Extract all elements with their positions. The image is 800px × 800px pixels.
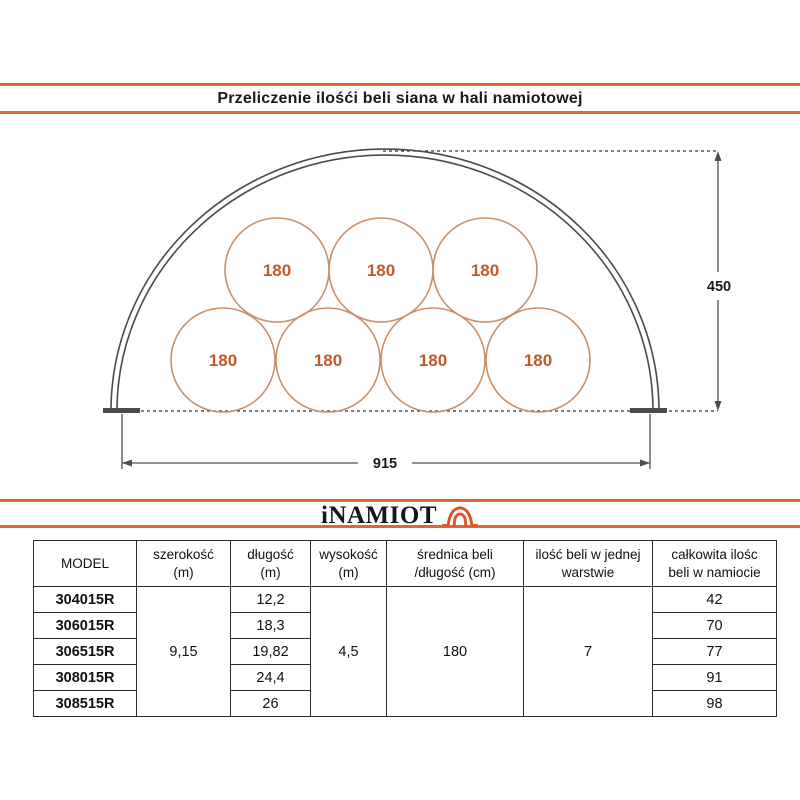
srednica-cell: 180 xyxy=(387,587,524,717)
model-cell: 306015R xyxy=(34,613,137,639)
left-foundation-bar xyxy=(103,408,140,413)
tent-diagram xyxy=(0,140,800,485)
logo-text: iNAMIOT xyxy=(321,502,437,529)
spec-table xyxy=(33,540,777,717)
calkowita-cell: 77 xyxy=(653,639,777,665)
col-header-calkowita: całkowita ilośc beli w namiocie xyxy=(653,541,777,587)
col-header-ilosc-warstwa: ilość beli w jednej warstwie xyxy=(524,541,653,587)
ilosc-warstwa-cell: 7 xyxy=(524,587,653,717)
bale-diameter-label: 180 xyxy=(418,351,448,370)
bale-diameter-label: 180 xyxy=(208,351,238,370)
height-dimension-label: 450 xyxy=(706,279,732,295)
calkowita-cell: 98 xyxy=(653,691,777,717)
wysokosc-cell: 4,5 xyxy=(311,587,387,717)
bale-diameter-label: 180 xyxy=(523,351,553,370)
model-cell: 306515R xyxy=(34,639,137,665)
dlugosc-cell: 24,4 xyxy=(231,665,311,691)
col-header-szerokosc: szerokość (m) xyxy=(137,541,231,587)
arrow-down-icon xyxy=(715,401,722,411)
arrow-left-icon xyxy=(122,460,132,467)
col-header-srednica: średnica beli /długość (cm) xyxy=(387,541,524,587)
width-dimension-label: 915 xyxy=(372,456,398,472)
bale-diameter-label: 180 xyxy=(470,261,500,280)
bale-diameter-label: 180 xyxy=(262,261,292,280)
dlugosc-cell: 26 xyxy=(231,691,311,717)
logo-bar xyxy=(0,499,800,528)
dlugosc-cell: 18,3 xyxy=(231,613,311,639)
model-cell: 308015R xyxy=(34,665,137,691)
bale-diameter-label: 180 xyxy=(313,351,343,370)
model-cell: 304015R xyxy=(34,587,137,613)
arrow-right-icon xyxy=(640,460,650,467)
calkowita-cell: 70 xyxy=(653,613,777,639)
col-header-model: MODEL xyxy=(34,541,137,587)
table-header-row xyxy=(34,541,777,587)
tent-arch-inner xyxy=(117,155,653,411)
title-bar xyxy=(0,83,800,114)
model-cell: 308515R xyxy=(34,691,137,717)
szerokosc-cell: 9,15 xyxy=(137,587,231,717)
brand-logo xyxy=(321,500,479,527)
tent-arch-outer xyxy=(111,149,659,411)
col-header-wysokosc: wysokość (m) xyxy=(311,541,387,587)
tent-arch-icon xyxy=(441,500,479,527)
dlugosc-cell: 12,2 xyxy=(231,587,311,613)
dlugosc-cell: 19,82 xyxy=(231,639,311,665)
col-header-dlugosc: długość (m) xyxy=(231,541,311,587)
arrow-up-icon xyxy=(715,151,722,161)
bale-diameter-label: 180 xyxy=(366,261,396,280)
right-foundation-bar xyxy=(630,408,667,413)
table-row xyxy=(34,587,777,613)
page-title: Przeliczenie ilośći beli siana w hali namiotowej xyxy=(217,89,583,107)
calkowita-cell: 42 xyxy=(653,587,777,613)
calkowita-cell: 91 xyxy=(653,665,777,691)
